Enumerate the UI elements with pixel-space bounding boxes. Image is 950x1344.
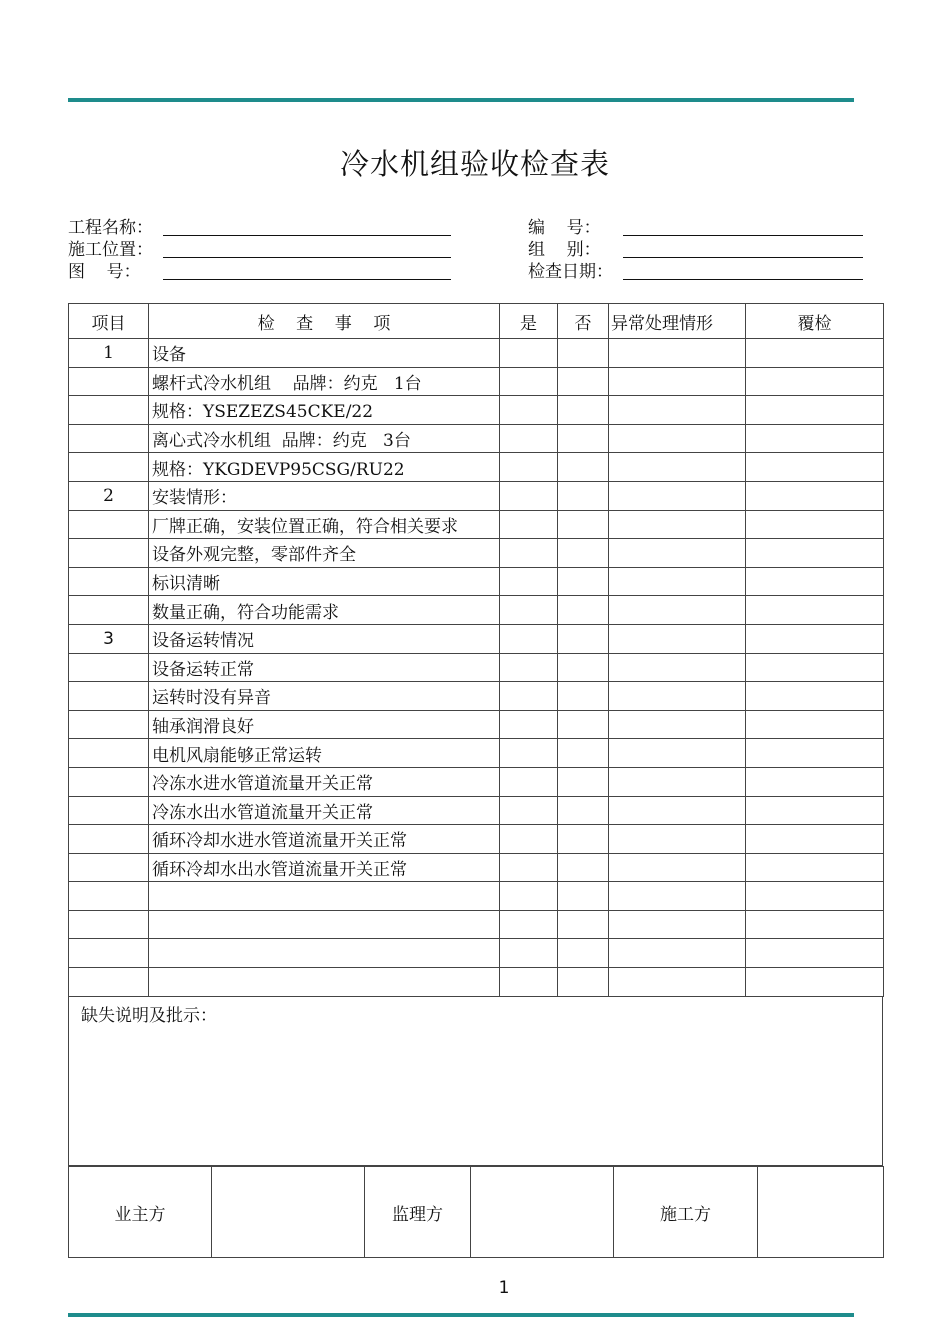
row-recheck-cell[interactable] — [746, 596, 884, 625]
row-no-cell[interactable] — [558, 539, 609, 568]
row-item-number: 1 — [69, 339, 149, 368]
row-item-number — [69, 682, 149, 711]
contractor-signature-field[interactable] — [758, 1167, 884, 1258]
row-exception-cell[interactable] — [609, 567, 746, 596]
row-exception-cell[interactable] — [609, 453, 746, 482]
row-check-item: 冷冻水进水管道流量开关正常 — [149, 767, 500, 796]
row-check-item: 运转时没有异音 — [149, 682, 500, 711]
signature-table — [68, 1166, 884, 1258]
row-exception-cell[interactable] — [609, 910, 746, 939]
row-item-number — [69, 882, 149, 911]
table-row — [69, 424, 884, 453]
row-recheck-cell[interactable] — [746, 825, 884, 854]
row-recheck-cell[interactable] — [746, 767, 884, 796]
table-row — [69, 653, 884, 682]
row-no-cell[interactable] — [558, 339, 609, 368]
notes-label: 缺失说明及批示： — [81, 1006, 217, 1026]
row-check-item: 循环冷却水出水管道流量开关正常 — [149, 853, 500, 882]
row-no-cell[interactable] — [558, 624, 609, 653]
row-yes-cell[interactable] — [500, 825, 558, 854]
row-check-item — [149, 939, 500, 968]
table-row — [69, 910, 884, 939]
row-check-item: 冷冻水出水管道流量开关正常 — [149, 796, 500, 825]
row-recheck-cell[interactable] — [746, 367, 884, 396]
row-recheck-cell[interactable] — [746, 739, 884, 768]
row-yes-cell[interactable] — [500, 910, 558, 939]
table-row — [69, 453, 884, 482]
row-recheck-cell[interactable] — [746, 653, 884, 682]
row-item-number — [69, 510, 149, 539]
row-check-item: 电机风扇能够正常运转 — [149, 739, 500, 768]
row-yes-cell[interactable] — [500, 939, 558, 968]
table-row — [69, 682, 884, 711]
row-item-number: 3 — [69, 624, 149, 653]
row-check-item: 循环冷却水进水管道流量开关正常 — [149, 825, 500, 854]
row-check-item: 数量正确，符合功能需求 — [149, 596, 500, 625]
project-name-label: 工程名称： — [68, 218, 153, 238]
table-header-row — [69, 304, 884, 339]
row-check-item: 标识清晰 — [149, 567, 500, 596]
row-no-cell[interactable] — [558, 481, 609, 510]
row-recheck-cell[interactable] — [746, 796, 884, 825]
row-check-item: 厂牌正确，安装位置正确，符合相关要求 — [149, 510, 500, 539]
row-exception-cell[interactable] — [609, 939, 746, 968]
table-row — [69, 825, 884, 854]
table-row — [69, 882, 884, 911]
row-yes-cell[interactable] — [500, 653, 558, 682]
row-no-cell[interactable] — [558, 682, 609, 711]
row-recheck-cell[interactable] — [746, 968, 884, 997]
table-row — [69, 968, 884, 997]
row-item-number — [69, 825, 149, 854]
row-exception-cell[interactable] — [609, 767, 746, 796]
row-recheck-cell[interactable] — [746, 510, 884, 539]
row-recheck-cell[interactable] — [746, 339, 884, 368]
row-exception-cell[interactable] — [609, 367, 746, 396]
location-field[interactable] — [163, 257, 451, 258]
row-yes-cell[interactable] — [500, 367, 558, 396]
row-no-cell[interactable] — [558, 510, 609, 539]
table-row — [69, 539, 884, 568]
row-yes-cell[interactable] — [500, 739, 558, 768]
col-header-recheck: 覆检 — [746, 304, 884, 339]
row-recheck-cell[interactable] — [746, 710, 884, 739]
row-exception-cell[interactable] — [609, 853, 746, 882]
row-yes-cell[interactable] — [500, 796, 558, 825]
row-yes-cell[interactable] — [500, 567, 558, 596]
row-recheck-cell[interactable] — [746, 882, 884, 911]
row-recheck-cell[interactable] — [746, 624, 884, 653]
group-field[interactable] — [623, 257, 863, 258]
row-yes-cell[interactable] — [500, 624, 558, 653]
row-item-number — [69, 367, 149, 396]
row-item-number — [69, 710, 149, 739]
row-check-item: 设备运转正常 — [149, 653, 500, 682]
row-no-cell[interactable] — [558, 396, 609, 425]
row-yes-cell[interactable] — [500, 682, 558, 711]
table-row — [69, 396, 884, 425]
row-check-item — [149, 882, 500, 911]
table-row — [69, 710, 884, 739]
row-yes-cell[interactable] — [500, 596, 558, 625]
row-no-cell[interactable] — [558, 653, 609, 682]
row-no-cell[interactable] — [558, 567, 609, 596]
row-exception-cell[interactable] — [609, 596, 746, 625]
row-item-number — [69, 939, 149, 968]
page-title: 冷水机组验收检查表 — [339, 147, 610, 181]
row-item-number — [69, 853, 149, 882]
row-check-item: 规格：YKGDEVP95CSG/RU22 — [149, 453, 500, 482]
top-rule — [68, 98, 854, 102]
owner-signature-field[interactable] — [212, 1167, 365, 1258]
row-check-item — [149, 910, 500, 939]
row-exception-cell[interactable] — [609, 624, 746, 653]
row-recheck-cell[interactable] — [746, 939, 884, 968]
row-no-cell[interactable] — [558, 453, 609, 482]
project-name-field[interactable] — [163, 235, 451, 236]
col-header-yes: 是 — [500, 304, 558, 339]
row-recheck-cell[interactable] — [746, 682, 884, 711]
row-exception-cell[interactable] — [609, 339, 746, 368]
row-check-item: 设备运转情况 — [149, 624, 500, 653]
row-yes-cell[interactable] — [500, 968, 558, 997]
row-yes-cell[interactable] — [500, 510, 558, 539]
col-header-exception-handling: 异常处理情形 — [609, 304, 746, 339]
table-row — [69, 624, 884, 653]
bottom-rule — [68, 1313, 854, 1317]
table-row — [69, 796, 884, 825]
supervisor-label: 监理方 — [365, 1167, 471, 1258]
row-check-item: 设备外观完整，零部件齐全 — [149, 539, 500, 568]
row-item-number — [69, 539, 149, 568]
contractor-label: 施工方 — [614, 1167, 758, 1258]
row-item-number — [69, 796, 149, 825]
table-row — [69, 481, 884, 510]
table-row — [69, 567, 884, 596]
row-item-number — [69, 396, 149, 425]
row-recheck-cell[interactable] — [746, 567, 884, 596]
row-exception-cell[interactable] — [609, 539, 746, 568]
row-no-cell[interactable] — [558, 882, 609, 911]
row-exception-cell[interactable] — [609, 710, 746, 739]
row-no-cell[interactable] — [558, 710, 609, 739]
row-no-cell[interactable] — [558, 910, 609, 939]
row-check-item: 规格：YSEZEZS45CKE/22 — [149, 396, 500, 425]
col-header-check-items: 检 查 事 项 — [149, 304, 500, 339]
row-yes-cell[interactable] — [500, 481, 558, 510]
table-row — [69, 767, 884, 796]
row-yes-cell[interactable] — [500, 424, 558, 453]
col-header-no: 否 — [558, 304, 609, 339]
row-yes-cell[interactable] — [500, 767, 558, 796]
notes-box[interactable] — [68, 997, 883, 1166]
group-label: 组 别： — [528, 240, 601, 260]
inspection-table — [68, 303, 884, 997]
col-header-item: 项目 — [69, 304, 149, 339]
row-exception-cell[interactable] — [609, 424, 746, 453]
row-no-cell[interactable] — [558, 853, 609, 882]
row-no-cell[interactable] — [558, 596, 609, 625]
table-row — [69, 739, 884, 768]
table-row — [69, 853, 884, 882]
row-exception-cell[interactable] — [609, 796, 746, 825]
row-recheck-cell[interactable] — [746, 453, 884, 482]
row-item-number — [69, 596, 149, 625]
row-yes-cell[interactable] — [500, 396, 558, 425]
row-no-cell[interactable] — [558, 739, 609, 768]
row-check-item: 螺杆式冷水机组 品牌：约克 1台 — [149, 367, 500, 396]
row-recheck-cell[interactable] — [746, 396, 884, 425]
row-no-cell[interactable] — [558, 424, 609, 453]
row-item-number — [69, 910, 149, 939]
table-row — [69, 939, 884, 968]
row-yes-cell[interactable] — [500, 882, 558, 911]
row-check-item: 安装情形： — [149, 481, 500, 510]
row-no-cell[interactable] — [558, 767, 609, 796]
row-yes-cell[interactable] — [500, 339, 558, 368]
row-yes-cell[interactable] — [500, 710, 558, 739]
supervisor-signature-field[interactable] — [471, 1167, 614, 1258]
location-label: 施工位置： — [68, 240, 153, 260]
owner-label: 业主方 — [69, 1167, 212, 1258]
row-item-number — [69, 767, 149, 796]
row-recheck-cell[interactable] — [746, 853, 884, 882]
row-no-cell[interactable] — [558, 825, 609, 854]
row-exception-cell[interactable] — [609, 882, 746, 911]
drawing-number-field[interactable] — [163, 279, 451, 280]
row-yes-cell[interactable] — [500, 853, 558, 882]
row-exception-cell[interactable] — [609, 653, 746, 682]
row-no-cell[interactable] — [558, 968, 609, 997]
serial-number-field[interactable] — [623, 235, 863, 236]
row-exception-cell[interactable] — [609, 825, 746, 854]
row-item-number — [69, 968, 149, 997]
table-row — [69, 510, 884, 539]
row-no-cell[interactable] — [558, 939, 609, 968]
table-row — [69, 596, 884, 625]
row-no-cell[interactable] — [558, 367, 609, 396]
row-check-item: 轴承润滑良好 — [149, 710, 500, 739]
row-yes-cell[interactable] — [500, 453, 558, 482]
row-yes-cell[interactable] — [500, 539, 558, 568]
row-recheck-cell[interactable] — [746, 539, 884, 568]
table-row — [69, 367, 884, 396]
row-exception-cell[interactable] — [609, 682, 746, 711]
row-item-number: 2 — [69, 481, 149, 510]
row-recheck-cell[interactable] — [746, 481, 884, 510]
table-row — [69, 339, 884, 368]
signature-row — [69, 1167, 884, 1258]
row-item-number — [69, 653, 149, 682]
row-exception-cell[interactable] — [609, 396, 746, 425]
page-number: 1 — [498, 1278, 510, 1298]
row-item-number — [69, 567, 149, 596]
row-exception-cell[interactable] — [609, 739, 746, 768]
row-check-item — [149, 968, 500, 997]
row-exception-cell[interactable] — [609, 968, 746, 997]
row-no-cell[interactable] — [558, 796, 609, 825]
row-check-item: 设备 — [149, 339, 500, 368]
row-recheck-cell[interactable] — [746, 424, 884, 453]
check-date-field[interactable] — [623, 279, 863, 280]
row-item-number — [69, 424, 149, 453]
serial-number-label: 编 号： — [528, 218, 601, 238]
check-date-label: 检查日期： — [528, 262, 613, 282]
row-recheck-cell[interactable] — [746, 910, 884, 939]
row-item-number — [69, 739, 149, 768]
drawing-number-label: 图 号： — [68, 262, 141, 282]
row-check-item: 离心式冷水机组 品牌：约克 3台 — [149, 424, 500, 453]
row-exception-cell[interactable] — [609, 481, 746, 510]
row-exception-cell[interactable] — [609, 510, 746, 539]
row-item-number — [69, 453, 149, 482]
